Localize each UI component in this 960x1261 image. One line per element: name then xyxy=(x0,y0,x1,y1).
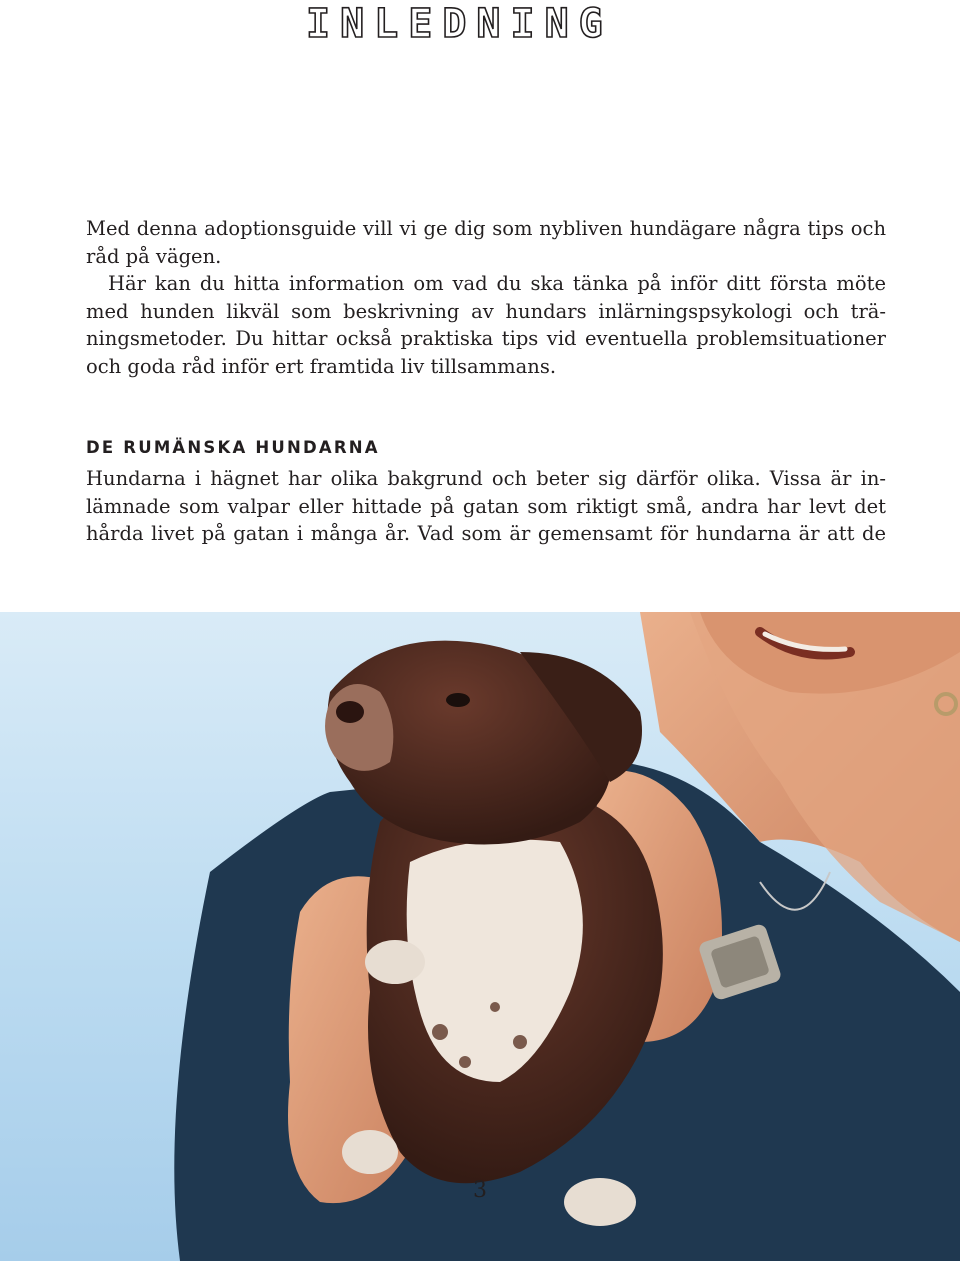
page-number: 3 xyxy=(473,1178,487,1203)
puppy-photo xyxy=(0,612,960,1261)
section-line: hårda livet på gatan i många år. Vad som är gemensamt för hundarna är att de xyxy=(86,522,886,545)
section-line: Hundarna i hägnet har olika bakgrund och beter sig därför olika. Vissa är in- xyxy=(86,467,886,490)
section-paragraph xyxy=(86,465,886,548)
intro-line: och goda råd inför ert framtida liv tillsammans. xyxy=(86,354,557,378)
section-heading: DE RUMÄNSKA HUNDARNA xyxy=(86,438,380,457)
intro-line: Med denna adoptionsguide vill vi ge dig som nybliven hundägare några tips och xyxy=(86,217,886,240)
section-line: lämnade som valpar eller hittade på gatan som riktigt små, andra har levt det xyxy=(86,494,886,518)
intro-paragraph xyxy=(86,215,886,380)
chapter-title: INLEDNING xyxy=(306,1,613,47)
intro-line: Här kan du hitta information om vad du ska tänka på inför ditt första möte xyxy=(108,272,886,295)
intro-line: med hunden likväl som beskrivning av hundars inlärningspsykologi och trä- xyxy=(86,299,886,323)
intro-line: ningsmetoder. Du hittar också praktiska tips vid eventuella problemsituationer xyxy=(86,327,886,350)
intro-line: råd på vägen. xyxy=(86,244,222,268)
